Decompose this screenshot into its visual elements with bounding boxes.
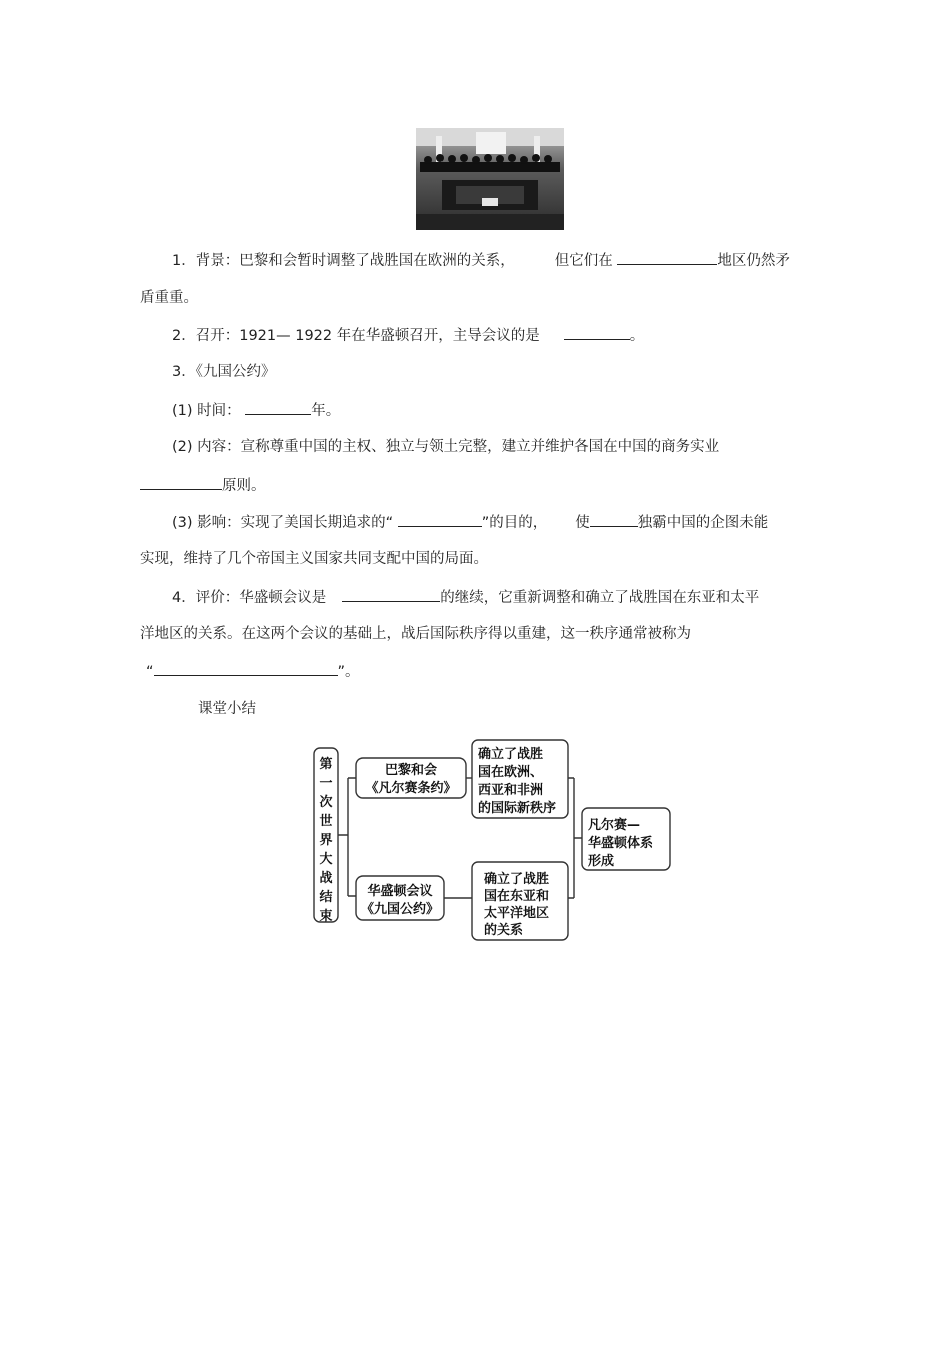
- item-1-line-2: 盾重重。: [140, 290, 198, 306]
- item-4-mid: 的继续，它重新调整和确立了战胜国在东亚和太平: [440, 590, 760, 606]
- root-char: 束: [319, 909, 333, 924]
- bottom-result-label: 国在东亚和: [484, 889, 550, 904]
- item-4-line-3: [146, 661, 360, 682]
- top-result-label: 国在欧洲、: [478, 765, 544, 780]
- item-1-suffix: 地区仍然矛: [717, 253, 790, 269]
- final-label: 形成: [588, 854, 615, 869]
- item-2-line: [172, 325, 644, 346]
- root-char: 结: [319, 890, 333, 905]
- item-4-line-2: 洋地区的关系。在这两个会议的基础上，战后国际秩序得以重建，这一秩序通常被称为: [140, 626, 691, 642]
- bottom-result-label: 的关系: [484, 923, 524, 938]
- root-char: 大: [319, 852, 333, 867]
- item-4-text: 4．评价：华盛顿会议是: [172, 590, 327, 606]
- bottom-conf-label: 《九国公约》: [360, 902, 440, 917]
- top-conf-label: 巴黎和会: [384, 763, 438, 778]
- close-quote: ”。: [337, 664, 360, 680]
- blank-country[interactable]: [590, 512, 638, 527]
- blank-goal[interactable]: [398, 512, 482, 527]
- blank-system[interactable]: [154, 661, 338, 676]
- summary-diagram: [310, 738, 680, 952]
- sub-2-suffix: 原则。: [222, 478, 266, 494]
- item-1-text: 1．背景：巴黎和会暂时调整了战胜国在欧洲的关系，: [172, 253, 515, 269]
- item-3-title: 3．《九国公约》: [172, 364, 276, 380]
- sub-3-suffix: 独霸中国的企图未能: [637, 515, 769, 531]
- bottom-result-label: 太平洋地区: [484, 906, 550, 921]
- item-1-line-1: [172, 250, 790, 271]
- item-3-sub-2: (2) 内容：宣称尊重中国的主权、独立与领土完整，建立并维护各国在中国的商务实业: [172, 439, 720, 455]
- item-3-sub-3-cont: 实现，维持了几个帝国主义国家共同支配中国的局面。: [140, 551, 488, 567]
- root-char: 一: [319, 776, 333, 791]
- blank-continuation[interactable]: [342, 587, 440, 602]
- item-2-text: 2．召开：1921— 1922 年在华盛顿召开，主导会议的是: [172, 328, 540, 344]
- root-char: 世: [319, 814, 333, 829]
- bottom-result-label: 确立了战胜: [484, 872, 550, 887]
- top-result-label: 确立了战胜: [478, 747, 544, 762]
- sub-3-mid: ”的目的，: [481, 515, 548, 531]
- open-quote: “: [146, 664, 154, 680]
- sub-1-suffix: 年。: [311, 403, 341, 419]
- item-4-line-1: [172, 587, 759, 608]
- root-char: 次: [319, 795, 333, 810]
- root-char: 界: [319, 833, 333, 848]
- root-char: 第: [319, 757, 333, 772]
- final-label: 华盛顿体系: [588, 836, 654, 851]
- item-3-sub-2-cont: [140, 475, 266, 496]
- top-result-label: 西亚和非洲: [478, 783, 544, 798]
- blank-principle[interactable]: [140, 475, 222, 490]
- item-3-sub-1: [172, 400, 340, 421]
- sub-3-text: (3) 影响：实现了美国长期追求的“: [172, 515, 394, 531]
- top-conf-label: 《凡尔赛条约》: [365, 781, 457, 796]
- bottom-conf-label: 华盛顿会议: [367, 884, 433, 899]
- conference-photo: [416, 128, 564, 230]
- summary-heading: 课堂小结: [198, 701, 256, 717]
- blank-region[interactable]: [617, 250, 717, 265]
- sub-1-text: (1) 时间：: [172, 403, 241, 419]
- sub-3-mid2: 使: [575, 515, 590, 531]
- root-char: 战: [319, 871, 333, 886]
- item-1-mid: 但它们在: [554, 253, 613, 269]
- item-3-sub-3: [172, 512, 768, 533]
- final-label: 凡尔赛—: [588, 818, 641, 833]
- item-2-suffix: 。: [629, 328, 645, 344]
- blank-leader[interactable]: [564, 325, 630, 340]
- top-result-label: 的国际新秩序: [478, 801, 557, 816]
- blank-year[interactable]: [245, 400, 311, 415]
